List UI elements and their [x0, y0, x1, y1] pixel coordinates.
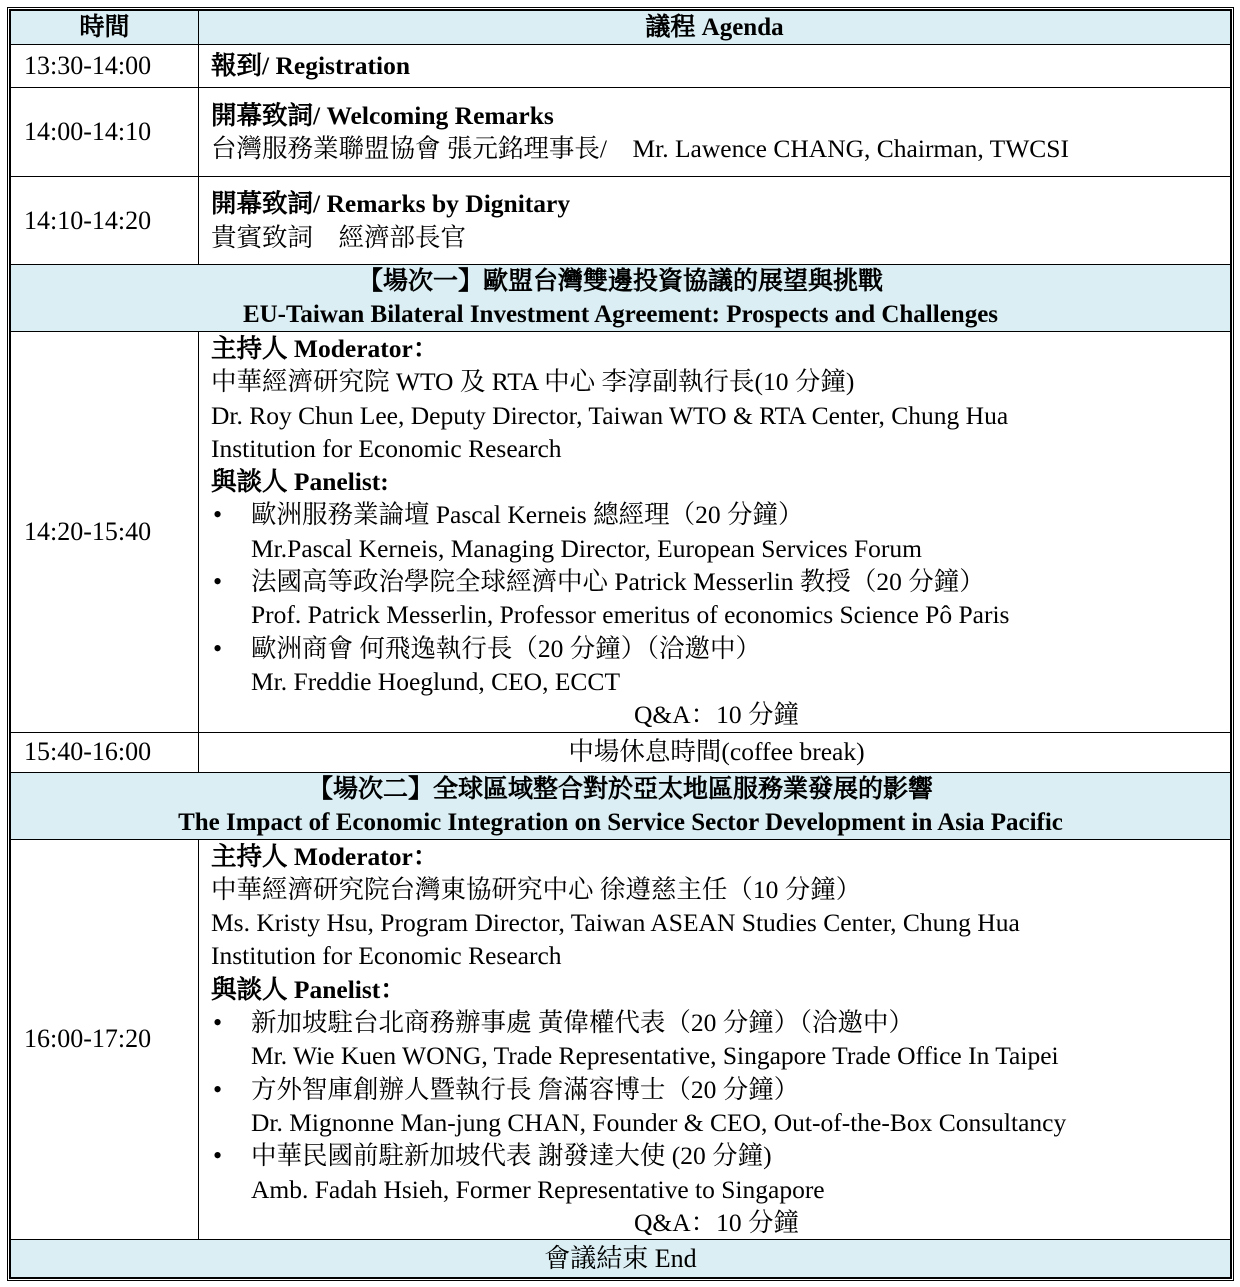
welcome-speaker: 台灣服務業聯盟協會 張元銘理事長/ Mr. Lawence CHANG, Chairman, TWCSI: [211, 134, 1069, 163]
moderator-zh: 中華經濟研究院台灣東協研究中心 徐遵慈主任（10 分鐘）: [211, 874, 862, 904]
panelist-zh: • 新加坡駐台北商務辦事處 黃偉權代表（20 分鐘）（洽邀中）: [251, 1008, 915, 1038]
time-cell: 15:40-16:00: [11, 732, 199, 772]
list-item: [211, 498, 1222, 565]
session2-details: [199, 839, 1231, 1240]
time-cell: 14:10-14:20: [11, 177, 199, 265]
panelist-zh: • 法國高等政治學院全球經濟中心 Patrick Messerlin 教授（20 分鐘）: [251, 567, 985, 597]
panelist-en: Mr. Wie Kuen WONG, Trade Representative, Singapore Trade Office In Taipei: [251, 1041, 1059, 1071]
welcome-title: 開幕致詞/ Welcoming Remarks: [211, 100, 554, 130]
table-row-session1: [11, 332, 1231, 733]
moderator-zh: 中華經濟研究院 WTO 及 RTA 中心 李淳副執行長(10 分鐘): [211, 367, 855, 397]
table-row-end: [11, 1240, 1231, 1278]
time-cell: 14:20-15:40: [11, 332, 199, 733]
session1-title-en: EU-Taiwan Bilateral Investment Agreement: Prospects and Challenges: [242, 301, 999, 328]
session2-title-zh: 【場次二】全球區域整合對於亞太地區服務業發展的影響: [307, 775, 933, 803]
qa-time: Q&A：10 分鐘: [633, 700, 800, 730]
moderator-label: 主持人 Moderator：: [211, 334, 439, 363]
panelist-en: Mr.Pascal Kerneis, Managing Director, European Services Forum: [251, 533, 923, 563]
moderator-label: 主持人 Moderator：: [211, 841, 439, 871]
session2-header-row: [11, 772, 1231, 839]
panelist-label: 與談人 Panelist：: [211, 974, 406, 1004]
break-title: 中場休息時間(coffee break): [199, 732, 1231, 772]
panelist-list: [211, 498, 1222, 698]
panelist-en: Mr. Freddie Hoeglund, CEO, ECCT: [251, 666, 621, 696]
panelist-en: Dr. Mignonne Man-jung CHAN, Founder & CEO, Out-of-the-Box Consultancy: [251, 1107, 1067, 1137]
panelist-zh: • 中華民國前駐新加坡代表 謝發達大使 (20 分鐘): [251, 1141, 772, 1171]
moderator-en: Dr. Roy Chun Lee, Deputy Director, Taiwan WTO & RTA Center, Chung Hua: [211, 400, 1009, 430]
time-cell: 16:00-17:20: [11, 839, 199, 1240]
panelist-zh: • 歐洲商會 何飛逸執行長（20 分鐘）（洽邀中）: [251, 633, 762, 663]
dignitary-speaker: 貴賓致詞 經濟部長官: [211, 222, 467, 252]
list-item: [211, 1139, 1222, 1206]
session1-title: [11, 265, 1231, 332]
table-row-dignitary: [11, 177, 1231, 265]
list-item: [211, 565, 1222, 632]
table-header-row: [11, 11, 1231, 45]
panelist-en: Prof. Patrick Messerlin, Professor emeritus of economics Science Pô Paris: [251, 600, 1010, 630]
time-cell: 14:00-14:10: [11, 88, 199, 177]
time-cell: 13:30-14:00: [11, 45, 199, 88]
session2-title: [11, 772, 1231, 839]
list-item: [211, 1073, 1222, 1140]
session1-title-zh: 【場次一】歐盟台灣雙邊投資協議的展望與挑戰: [357, 268, 883, 295]
moderator-en-cont: Institution for Economic Research: [211, 433, 562, 463]
list-item: [211, 1006, 1222, 1073]
dignitary-cell: [199, 177, 1231, 265]
end-title: 會議結束 End: [11, 1240, 1231, 1278]
dignitary-title: 開幕致詞/ Remarks by Dignitary: [211, 189, 571, 219]
header-time: 時間: [11, 11, 199, 45]
agenda-table: [10, 10, 1231, 1278]
moderator-en-cont: Institution for Economic Research: [211, 941, 562, 971]
session2-title-en: The Impact of Economic Integration on Service Sector Development in Asia Pacific: [178, 808, 1063, 836]
panelist-zh: • 方外智庫創辦人暨執行長 詹滿容博士（20 分鐘）: [251, 1074, 800, 1104]
welcome-cell: [199, 88, 1231, 177]
panelist-label: 與談人 Panelist:: [211, 467, 389, 497]
registration-title: 報到/ Registration: [199, 45, 1231, 88]
table-row-session2: [11, 839, 1231, 1240]
session1-details: [199, 332, 1231, 733]
session1-header-row: [11, 265, 1231, 332]
header-agenda: 議程 Agenda: [199, 11, 1231, 45]
qa-time: Q&A：10 分鐘: [633, 1207, 800, 1237]
table-row-registration: [11, 45, 1231, 88]
table-row-welcome: [11, 88, 1231, 177]
panelist-en: Amb. Fadah Hsieh, Former Representative to Singapore: [251, 1174, 825, 1204]
table-row-break: [11, 732, 1231, 772]
panelist-list: [211, 1006, 1222, 1206]
list-item: [211, 632, 1222, 699]
panelist-zh: • 歐洲服務業論壇 Pascal Kerneis 總經理（20 分鐘）: [251, 500, 804, 530]
moderator-en: Ms. Kristy Hsu, Program Director, Taiwan ASEAN Studies Center, Chung Hua: [211, 908, 1020, 938]
